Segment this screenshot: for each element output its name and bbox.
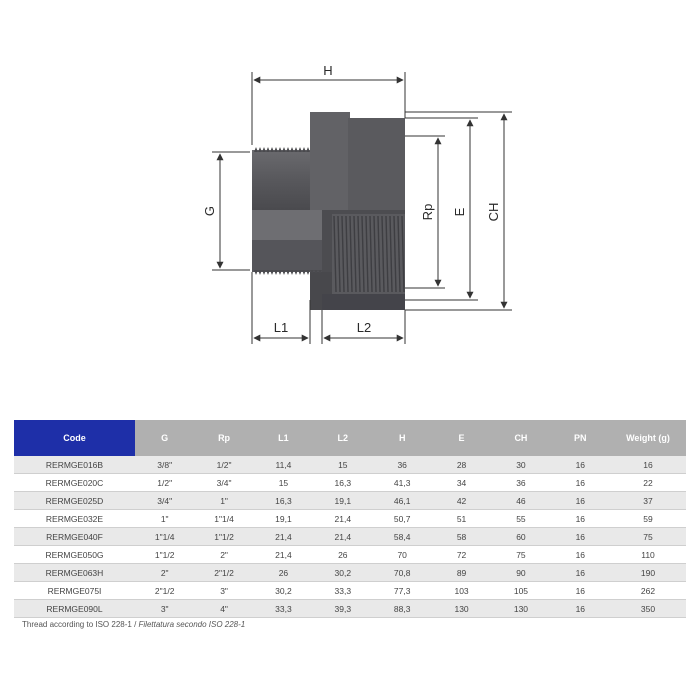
label-rp: Rp [420,203,435,221]
thread-tooth [254,147,258,152]
table-row [14,492,686,510]
label-g: G [202,205,217,217]
thread-tooth [286,147,290,152]
table-row [14,528,686,546]
thread-tooth [298,147,302,152]
table-cell: 41,3 [373,474,432,492]
table-cell: 34 [432,474,491,492]
header-l2: L2 [313,420,372,456]
thread-tooth [294,270,298,275]
table-cell: 110 [610,546,686,564]
table-cell: 77,3 [373,582,432,600]
thread-tooth [278,270,282,275]
table-cell: RERMGE090L [14,600,135,618]
table-cell: 30,2 [254,582,313,600]
table-cell: 16 [551,492,610,510]
thread-tooth [270,270,274,275]
table-cell: 262 [610,582,686,600]
table-cell: 75 [610,528,686,546]
thread-tooth [286,270,290,275]
table-cell: 21,4 [254,546,313,564]
table-cell: 89 [432,564,491,582]
male-thread-bottom [254,270,322,275]
label-l2: L2 [356,320,372,335]
thread-tooth [282,147,286,152]
table-cell: 4" [194,600,253,618]
fitting-body [252,112,405,310]
table-cell: 3" [194,582,253,600]
thread-tooth [274,147,278,152]
thread-tooth [270,147,274,152]
table-row [14,564,686,582]
table-cell: 16 [551,564,610,582]
table-cell: 58 [432,528,491,546]
table-cell: 21,4 [254,528,313,546]
table-cell: 46 [491,492,550,510]
table-cell: 42 [432,492,491,510]
table-cell: 33,3 [313,582,372,600]
table-cell: 1"1/2 [135,546,194,564]
table-cell: 21,4 [313,528,372,546]
table-cell: 88,3 [373,600,432,618]
table-cell: 37 [610,492,686,510]
label-ch: CH [486,202,501,222]
table-cell: RERMGE020C [14,474,135,492]
table-cell: 26 [313,546,372,564]
table-cell: 11,4 [254,456,313,474]
table-row [14,510,686,528]
table-cell: 72 [432,546,491,564]
thread-tooth [278,147,282,152]
table-cell: 190 [610,564,686,582]
table-cell: 70,8 [373,564,432,582]
table-cell: 16 [610,456,686,474]
thread-tooth [262,270,266,275]
table-cell: 50,7 [373,510,432,528]
table-row [14,456,686,474]
table-cell: 55 [491,510,550,528]
table-cell: 1"1/4 [194,510,253,528]
table-cell: 1" [194,492,253,510]
table-cell: 2" [135,564,194,582]
header-pn: PN [551,420,610,456]
note-text: Thread according to ISO 228-1 / [22,620,139,629]
table-cell: 51 [432,510,491,528]
table-cell: 2"1/2 [135,582,194,600]
table-cell: 22 [610,474,686,492]
header-l1: L1 [254,420,313,456]
table-cell: 3/8" [135,456,194,474]
table-cell: 16 [551,528,610,546]
table-cell: RERMGE025D [14,492,135,510]
table-row [14,600,686,618]
table-cell: 16 [551,510,610,528]
table-cell: 28 [432,456,491,474]
table-cell: 19,1 [254,510,313,528]
table-cell: 16,3 [313,474,372,492]
header-e: E [432,420,491,456]
table-cell: 103 [432,582,491,600]
table-row [14,582,686,600]
table-cell: RERMGE032E [14,510,135,528]
table-cell: 90 [491,564,550,582]
thread-tooth [254,270,258,275]
table-cell: 15 [313,456,372,474]
thread-tooth [302,270,306,275]
table-cell: 3/4" [194,474,253,492]
table-cell: 39,3 [313,600,372,618]
thread-tooth [306,147,310,152]
table-body [14,456,686,618]
thread-tooth [274,270,278,275]
table-cell: 30,2 [313,564,372,582]
thread-tooth [258,270,262,275]
thread-tooth [266,270,270,275]
header-code: Code [14,420,135,456]
table-row [14,474,686,492]
table-cell: 1/2" [135,474,194,492]
table-cell: 2"1/2 [194,564,253,582]
table-cell: 19,1 [313,492,372,510]
thread-tooth [258,147,262,152]
thread-note [22,620,245,629]
table-cell: 105 [491,582,550,600]
table-cell: 36 [373,456,432,474]
table-cell: 36 [491,474,550,492]
thread-tooth [302,147,306,152]
table-cell: 15 [254,474,313,492]
table-header-row [14,420,686,456]
note-italic: Filettatura secondo ISO 228-1 [138,620,246,629]
table-cell: 1"1/2 [194,528,253,546]
table-cell: 3/4" [135,492,194,510]
table-cell: 16 [551,582,610,600]
table-cell: 21,4 [313,510,372,528]
table-cell: 16 [551,600,610,618]
thread-tooth [306,270,310,275]
table-cell: 1"1/4 [135,528,194,546]
table-cell: 58,4 [373,528,432,546]
header-rp: Rp [194,420,253,456]
table-cell: RERMGE016B [14,456,135,474]
table-cell: 70 [373,546,432,564]
table-cell: 3" [135,600,194,618]
table-cell: 46,1 [373,492,432,510]
table-row [14,546,686,564]
table-cell: 130 [491,600,550,618]
header-weight: Weight (g) [610,420,686,456]
table-cell: RERMGE050G [14,546,135,564]
table-cell: 1/2" [194,456,253,474]
label-h: H [323,63,333,78]
table-cell: 30 [491,456,550,474]
table-cell: 16,3 [254,492,313,510]
table-cell: 350 [610,600,686,618]
thread-tooth [290,270,294,275]
thread-tooth [282,270,286,275]
table-cell: 16 [551,456,610,474]
thread-tooth [298,270,302,275]
table-cell: 16 [551,546,610,564]
thread-tooth [290,147,294,152]
table-cell: 2" [194,546,253,564]
table-cell: 1" [135,510,194,528]
thread-tooth [262,147,266,152]
table-cell: 130 [432,600,491,618]
table-cell: RERMGE075I [14,582,135,600]
table-cell: 16 [551,474,610,492]
table-cell: RERMGE040F [14,528,135,546]
table-cell: RERMGE063H [14,564,135,582]
table-cell: 75 [491,546,550,564]
spec-table [14,420,686,618]
table-cell: 59 [610,510,686,528]
table-cell: 26 [254,564,313,582]
label-l1: L1 [273,320,289,335]
thread-tooth [294,147,298,152]
header-ch: CH [491,420,550,456]
header-g: G [135,420,194,456]
table-cell: 33,3 [254,600,313,618]
table-cell: 60 [491,528,550,546]
label-e: E [452,207,467,217]
thread-tooth [266,147,270,152]
header-h: H [373,420,432,456]
